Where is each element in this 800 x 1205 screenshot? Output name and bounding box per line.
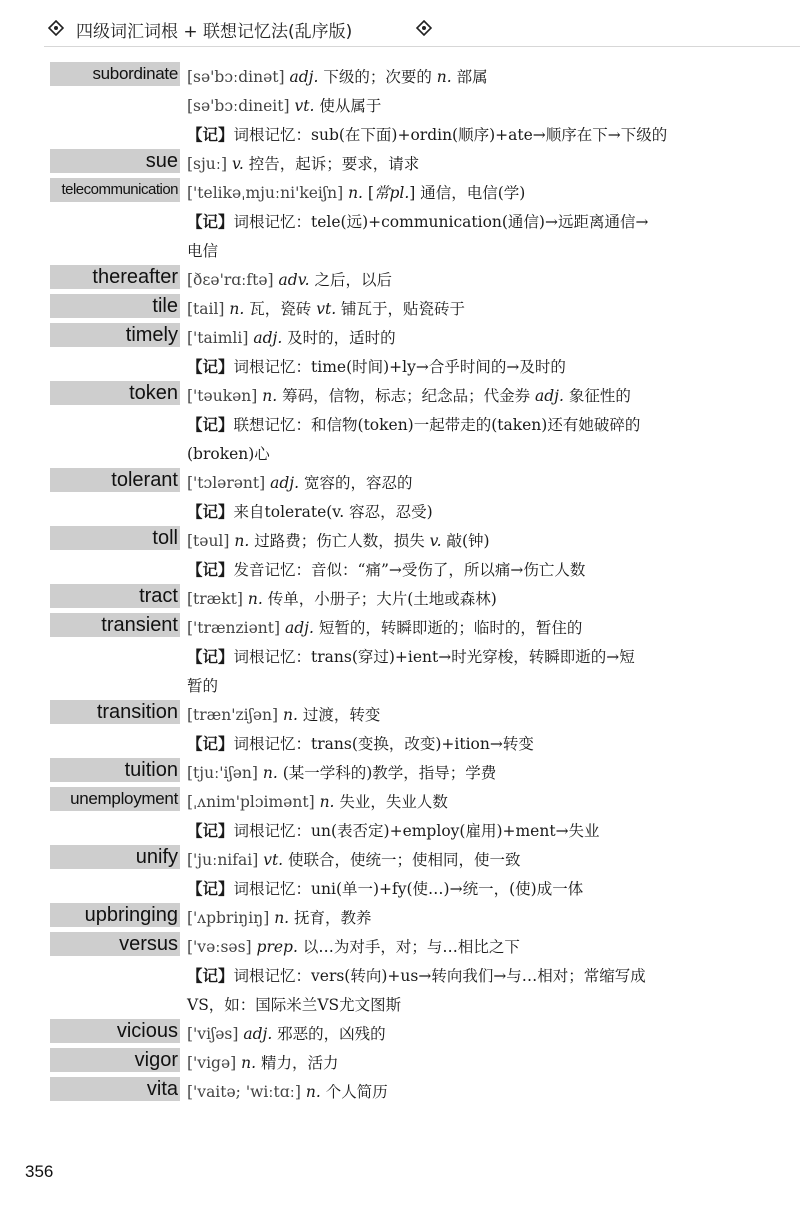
part-of-speech: n. <box>436 68 452 86</box>
memory-tip-label: 【记】 <box>187 125 234 144</box>
dictionary-entry <box>0 1046 800 1075</box>
memory-tip-continued: 电信 <box>187 242 219 260</box>
definition: 下级的；次要的 <box>318 68 437 86</box>
memory-tip-label: 【记】 <box>187 647 234 666</box>
memory-tip: 词根记忆：tele(远)+communication(通信)→远距离通信→ <box>233 213 649 231</box>
definition: 之后，以后 <box>309 271 392 289</box>
definition: 抚育，教养 <box>289 909 372 927</box>
dictionary-entry <box>0 756 800 785</box>
part-of-speech: n. <box>262 387 278 405</box>
entry-text <box>187 1078 747 1106</box>
entry-text <box>187 846 747 874</box>
phonetic: ['juːnifai] <box>187 851 259 869</box>
part-of-speech: n. <box>348 184 363 202</box>
part-of-speech: vt. <box>294 97 315 115</box>
page-number: 356 <box>25 1162 54 1181</box>
entry-line <box>0 147 800 176</box>
header-title: 四级词汇词根 + 联想记忆法(乱序版) <box>76 22 353 42</box>
dictionary-entry <box>0 1075 800 1104</box>
entry-text <box>187 875 747 903</box>
definition: 邪恶的，凶残的 <box>272 1025 386 1043</box>
entry-text <box>187 324 747 352</box>
entry-text <box>187 92 747 120</box>
entry-line <box>0 901 800 930</box>
phonetic: ['viʃəs] <box>187 1025 239 1043</box>
entry-line <box>0 350 800 379</box>
entry-line <box>0 669 800 698</box>
phonetic: ['təukən] <box>187 387 258 405</box>
dictionary-entry <box>0 466 800 524</box>
headword: tuition <box>50 758 180 782</box>
definition: (某一学科的)教学，指导；学费 <box>277 764 497 782</box>
dictionary-entry <box>0 582 800 611</box>
entry-text <box>187 730 747 758</box>
definition: 过路费；伤亡人数，损失 <box>249 532 430 550</box>
definition: 铺瓦于，贴瓷砖于 <box>336 300 466 318</box>
headword: upbringing <box>50 903 180 927</box>
entry-line <box>0 292 800 321</box>
entry-line <box>0 611 800 640</box>
headword: toll <box>50 526 180 550</box>
part-of-speech: n. <box>262 764 278 782</box>
definition: 敲(钟) <box>441 532 490 550</box>
entry-line <box>0 234 800 263</box>
entry-text <box>187 121 747 149</box>
memory-tip-continued: VS，如：国际米兰VS尤文图斯 <box>187 996 402 1014</box>
memory-tip-label: 【记】 <box>187 212 234 231</box>
entry-line <box>0 176 800 205</box>
part-of-speech: adj. <box>535 387 564 405</box>
entry-text <box>187 556 747 584</box>
entry-text <box>187 962 747 990</box>
part-of-speech: adj. <box>243 1025 273 1043</box>
phonetic: [træn'ziʃən] <box>187 706 279 724</box>
part-of-speech: 常pl. <box>373 184 410 202</box>
definition: 精力，活力 <box>256 1054 339 1072</box>
entry-text <box>187 266 747 294</box>
entry-line <box>0 872 800 901</box>
part-of-speech: adv. <box>278 271 310 289</box>
phonetic: [ðɛə'rɑːftə] <box>187 271 274 289</box>
part-of-speech: adj. <box>253 329 283 347</box>
definition: 筹码，信物，标志；纪念品；代金券 <box>277 387 536 405</box>
memory-tip: 词根记忆：trans(穿过)+ient→时光穿梭，转瞬即逝的→短 <box>233 648 635 666</box>
entry-text <box>187 1049 747 1077</box>
entry-line <box>0 814 800 843</box>
entry-text <box>187 614 747 642</box>
part-of-speech: n. <box>305 1083 321 1101</box>
definition: 使从属于 <box>314 97 382 115</box>
entry-line <box>0 930 800 959</box>
diamond-ornament-icon <box>416 20 432 36</box>
entry-text <box>187 208 747 236</box>
entry-line <box>0 785 800 814</box>
page-header <box>44 14 800 47</box>
entry-text <box>187 643 747 671</box>
entry-text <box>187 933 747 961</box>
definition: 个人简历 <box>320 1083 388 1101</box>
entry-line <box>0 205 800 234</box>
diamond-ornament-icon <box>48 20 64 36</box>
dictionary-entry <box>0 60 800 147</box>
part-of-speech: adj. <box>289 68 319 86</box>
entry-text <box>187 904 747 932</box>
part-of-speech: n. <box>234 532 250 550</box>
dictionary-entry <box>0 930 800 1017</box>
entry-text <box>187 469 747 497</box>
phonetic: [təul] <box>187 532 230 550</box>
entry-line <box>0 756 800 785</box>
headword: transient <box>50 613 180 637</box>
entry-line <box>0 263 800 292</box>
dictionary-entry <box>0 379 800 466</box>
entry-line <box>0 1075 800 1104</box>
part-of-speech: prep. <box>256 938 298 956</box>
entry-line <box>0 437 800 466</box>
entry-text <box>187 1020 747 1048</box>
dictionary-entry <box>0 785 800 843</box>
entry-line <box>0 843 800 872</box>
definition: 宽容的，容忍的 <box>299 474 413 492</box>
entry-text <box>187 179 747 207</box>
dictionary-entry <box>0 901 800 930</box>
entry-line <box>0 988 800 1017</box>
definition: 控告，起诉；要求，请求 <box>243 155 420 173</box>
definition: 部属 <box>451 68 488 86</box>
definition: 过渡，转变 <box>297 706 381 724</box>
headword: tile <box>50 294 180 318</box>
dictionary-entry <box>0 176 800 263</box>
headword: versus <box>50 932 180 956</box>
part-of-speech: vt. <box>263 851 284 869</box>
part-of-speech: adj. <box>270 474 300 492</box>
memory-tip-label: 【记】 <box>187 879 234 898</box>
entry-text <box>187 759 747 787</box>
entry-text <box>187 527 747 555</box>
definition: 象征性的 <box>563 387 631 405</box>
entry-text <box>187 788 747 816</box>
entry-line <box>0 60 800 89</box>
entry-line <box>0 495 800 524</box>
entry-line <box>0 698 800 727</box>
memory-tip: 来自tolerate(v. 容忍，忍受) <box>233 503 433 521</box>
entry-text <box>187 672 747 700</box>
phonetic: [ˌʌnim'plɔimənt] <box>187 793 315 811</box>
entry-text <box>187 295 747 323</box>
memory-tip: 词根记忆：sub(在下面)+ordin(顺序)+ate→顺序在下→下级的 <box>233 126 668 144</box>
memory-tip: 词根记忆：uni(单一)+fy(使…)→统一，(使)成一体 <box>233 880 584 898</box>
phonetic: [sə'bɔːdinət] <box>187 68 285 86</box>
headword: unify <box>50 845 180 869</box>
entry-line <box>0 640 800 669</box>
definition: ] 通信，电信(学) <box>409 184 526 202</box>
headword: subordinate <box>50 62 180 86</box>
entry-line <box>0 1017 800 1046</box>
entry-text <box>187 150 747 178</box>
entry-text <box>187 353 747 381</box>
entry-line <box>0 524 800 553</box>
entry-line <box>0 408 800 437</box>
headword: thereafter <box>50 265 180 289</box>
part-of-speech: adj. <box>285 619 314 637</box>
part-of-speech: n. <box>319 793 335 811</box>
entry-text <box>187 585 747 613</box>
memory-tip: 词根记忆：time(时间)+ly→合乎时间的→及时的 <box>233 358 566 376</box>
phonetic: ['vaitə; 'wiːtɑː] <box>187 1083 301 1101</box>
entry-line <box>0 89 800 118</box>
phonetic: ['taimli] <box>187 329 249 347</box>
phonetic: [tail] <box>187 300 225 318</box>
part-of-speech: n. <box>282 706 298 724</box>
definition: 使联合，使统一；使相同，使一致 <box>283 851 521 869</box>
definition: 失业，失业人数 <box>334 793 448 811</box>
phonetic: ['ʌpbriŋiŋ] <box>187 909 270 927</box>
headword: vicious <box>50 1019 180 1043</box>
memory-tip-label: 【记】 <box>187 415 234 434</box>
entry-text <box>187 498 747 526</box>
entry-line <box>0 553 800 582</box>
memory-tip-label: 【记】 <box>187 502 234 521</box>
dictionary-entry <box>0 1017 800 1046</box>
memory-tip-label: 【记】 <box>187 734 234 753</box>
phonetic: [sə'bɔːdineit] <box>187 97 290 115</box>
phonetic: ['vigə] <box>187 1054 237 1072</box>
headword: transition <box>50 700 180 724</box>
memory-tip-label: 【记】 <box>187 357 234 376</box>
memory-tip: 联想记忆：和信物(token)一起带走的(taken)还有她破碎的 <box>233 416 641 434</box>
entry-text <box>187 63 747 91</box>
dictionary-entry <box>0 263 800 292</box>
memory-tip: 词根记忆：un(表否定)+employ(雇用)+ment→失业 <box>233 822 600 840</box>
entry-line <box>0 727 800 756</box>
dictionary-entry <box>0 611 800 698</box>
entry-text <box>187 237 747 265</box>
phonetic: [tjuː'iʃən] <box>187 764 258 782</box>
part-of-speech: n. <box>247 590 263 608</box>
entry-text <box>187 440 747 468</box>
dictionary-entry <box>0 524 800 582</box>
headword: vita <box>50 1077 180 1101</box>
phonetic: [sjuː] <box>187 155 228 173</box>
entry-text <box>187 991 747 1019</box>
memory-tip-label: 【记】 <box>187 560 234 579</box>
part-of-speech: v. <box>232 155 244 173</box>
part-of-speech: n. <box>274 909 290 927</box>
phonetic: ['trænziənt] <box>187 619 281 637</box>
memory-tip-continued: (broken)心 <box>187 445 270 463</box>
entry-line <box>0 582 800 611</box>
phonetic: ['telikəˌmjuːni'keiʃn] <box>187 184 344 202</box>
entry-line <box>0 1046 800 1075</box>
headword: timely <box>50 323 180 347</box>
entry-text <box>187 382 747 410</box>
entry-text <box>187 701 747 729</box>
headword: vigor <box>50 1048 180 1072</box>
memory-tip: 发音记忆：音似：“痛”→受伤了，所以痛→伤亡人数 <box>233 561 586 579</box>
definition: 短暂的，转瞬即逝的；临时的，暂住的 <box>313 619 583 637</box>
entry-line <box>0 466 800 495</box>
memory-tip-label: 【记】 <box>187 966 234 985</box>
memory-tip: 词根记忆：vers(转向)+us→转向我们→与…相对；常缩写成 <box>233 967 646 985</box>
headword: tract <box>50 584 180 608</box>
phonetic: ['vəːsəs] <box>187 938 252 956</box>
part-of-speech: n. <box>241 1054 257 1072</box>
memory-tip-continued: 暂的 <box>187 677 219 695</box>
definition: 以…为对手，对；与…相比之下 <box>297 938 520 956</box>
dictionary-entry <box>0 321 800 379</box>
definition: 瓦，瓷砖 <box>244 300 317 318</box>
dictionary-entry <box>0 147 800 176</box>
part-of-speech: vt. <box>316 300 337 318</box>
dictionary-entry <box>0 292 800 321</box>
headword: telecommunication <box>50 178 180 202</box>
part-of-speech: v. <box>429 532 442 550</box>
entry-line <box>0 118 800 147</box>
definition: [ <box>362 184 374 202</box>
dictionary-entry <box>0 698 800 756</box>
dictionary-entry <box>0 843 800 901</box>
word-entry-list <box>0 60 800 1104</box>
headword: tolerant <box>50 468 180 492</box>
memory-tip: 词根记忆：trans(变换，改变)+ition→转变 <box>233 735 534 753</box>
phonetic: ['tɔlərənt] <box>187 474 266 492</box>
entry-text <box>187 411 747 439</box>
headword: sue <box>50 149 180 173</box>
entry-line <box>0 959 800 988</box>
definition: 及时的，适时的 <box>282 329 396 347</box>
memory-tip-label: 【记】 <box>187 821 234 840</box>
headword: token <box>50 381 180 405</box>
entry-line <box>0 321 800 350</box>
part-of-speech: n. <box>229 300 245 318</box>
entry-text <box>187 817 747 845</box>
phonetic: [trækt] <box>187 590 243 608</box>
definition: 传单，小册子；大片(土地或森林) <box>262 590 497 608</box>
headword: unemployment <box>50 787 180 811</box>
entry-line <box>0 379 800 408</box>
